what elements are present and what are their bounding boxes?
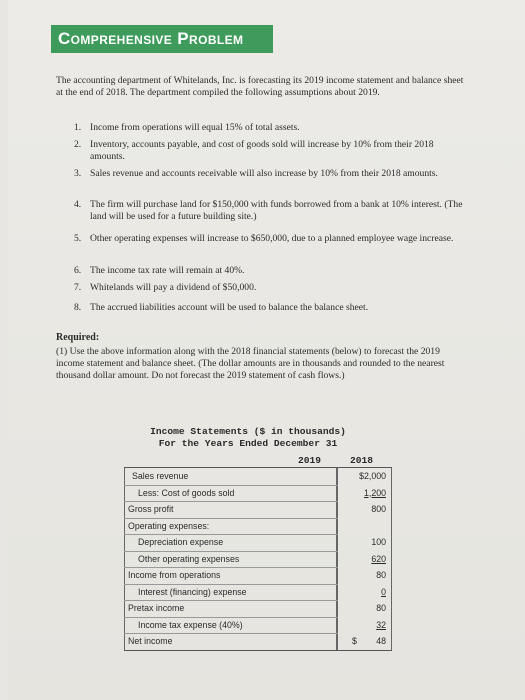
table-row bbox=[124, 601, 392, 615]
assumption-number: 7. bbox=[74, 282, 82, 293]
assumption-number: 5. bbox=[74, 233, 82, 244]
row-value-2018: 800 bbox=[371, 504, 386, 514]
row-value-2018: 32 bbox=[376, 619, 386, 630]
row-label: Gross profit bbox=[128, 504, 174, 514]
table-row bbox=[124, 535, 392, 549]
row-value-2018: 1,200 bbox=[363, 487, 386, 498]
row-label: Operating expenses: bbox=[128, 520, 210, 531]
assumption-text: The accrued liabilities account will be used to balance the balance sheet. bbox=[90, 302, 369, 313]
table-row bbox=[124, 618, 392, 632]
row-value-2018: 80 bbox=[376, 570, 386, 580]
table-row bbox=[124, 585, 392, 599]
row-value-2018: $2,000 bbox=[359, 471, 386, 481]
row-label: Interest (financing) expense bbox=[138, 586, 247, 597]
row-label: Pretax income bbox=[128, 603, 185, 613]
assumption-number: 6. bbox=[74, 265, 82, 276]
row-label: Sales revenue bbox=[132, 471, 189, 481]
income-statement-table bbox=[124, 467, 392, 651]
column-header-2019: 2019 bbox=[298, 455, 322, 466]
section-banner: Comprehensive Problem bbox=[51, 25, 273, 53]
assumption-text: Inventory, accounts payable, and cost of goods sold will increase by 10% from their 2018 amounts. bbox=[90, 139, 434, 162]
table-row bbox=[124, 634, 392, 648]
dollar-sign: $ bbox=[352, 636, 357, 646]
row-value-2018: 0 bbox=[381, 586, 386, 597]
intro-paragraph: The accounting department of Whitelands, Inc. is forecasting its 2019 income statement and balance sheet at the end of 2018. The department compiled the following assumptions about 2019. bbox=[56, 75, 464, 98]
row-label: Net income bbox=[128, 636, 173, 646]
row-label: Depreciation expense bbox=[138, 537, 224, 547]
assumption-text: The firm will purchase land for $150,000 with funds borrowed from a bank at 10% interest. (The land will be used for a future building site.) bbox=[90, 199, 463, 222]
row-value-2018: 100 bbox=[371, 537, 386, 547]
row-label: Less: Cost of goods sold bbox=[138, 487, 235, 498]
assumption-text: The income tax rate will remain at 40%. bbox=[90, 265, 245, 276]
assumption-text: Income from operations will equal 15% of total assets. bbox=[90, 122, 300, 133]
row-label: Income tax expense (40%) bbox=[138, 619, 243, 630]
table-row bbox=[124, 519, 392, 533]
table-row bbox=[124, 502, 392, 516]
required-text: (1) Use the above information along with the 2018 financial statements (below) to forecast the 2019 income statement and balance sheet. (The dollar amounts are in thousands and rounded to the nearest thousand dollar amount. Do not forecast the 2019 statement of cash flows.) bbox=[56, 346, 445, 381]
table-title: Income Statements ($ in thousands) bbox=[150, 426, 346, 437]
row-value-2018: 620 bbox=[371, 553, 386, 564]
table-row bbox=[124, 486, 392, 500]
assumption-number: 8. bbox=[74, 302, 82, 313]
table-subtitle: For the Years Ended December 31 bbox=[158, 438, 338, 449]
row-label: Other operating expenses bbox=[138, 553, 240, 564]
assumption-number: 1. bbox=[74, 122, 82, 133]
assumption-text: Sales revenue and accounts receivable will also increase by 10% from their 2018 amounts. bbox=[90, 168, 438, 179]
required-heading: Required: bbox=[56, 332, 100, 343]
assumption-text: Whitelands will pay a dividend of $50,000. bbox=[90, 282, 257, 293]
assumption-number: 3. bbox=[74, 168, 82, 179]
table-row bbox=[124, 568, 392, 582]
row-value-2018: 48 bbox=[376, 636, 386, 646]
textbook-page bbox=[8, 0, 525, 700]
assumption-text: Other operating expenses will increase to $650,000, due to a planned employee wage increase. bbox=[90, 233, 454, 244]
row-label: Income from operations bbox=[128, 570, 221, 580]
table-row bbox=[124, 552, 392, 566]
column-header-2018: 2018 bbox=[350, 455, 374, 466]
row-value-2018: 80 bbox=[376, 603, 386, 613]
assumption-number: 4. bbox=[74, 199, 82, 210]
assumption-number: 2. bbox=[74, 139, 82, 150]
table-row bbox=[124, 469, 392, 483]
